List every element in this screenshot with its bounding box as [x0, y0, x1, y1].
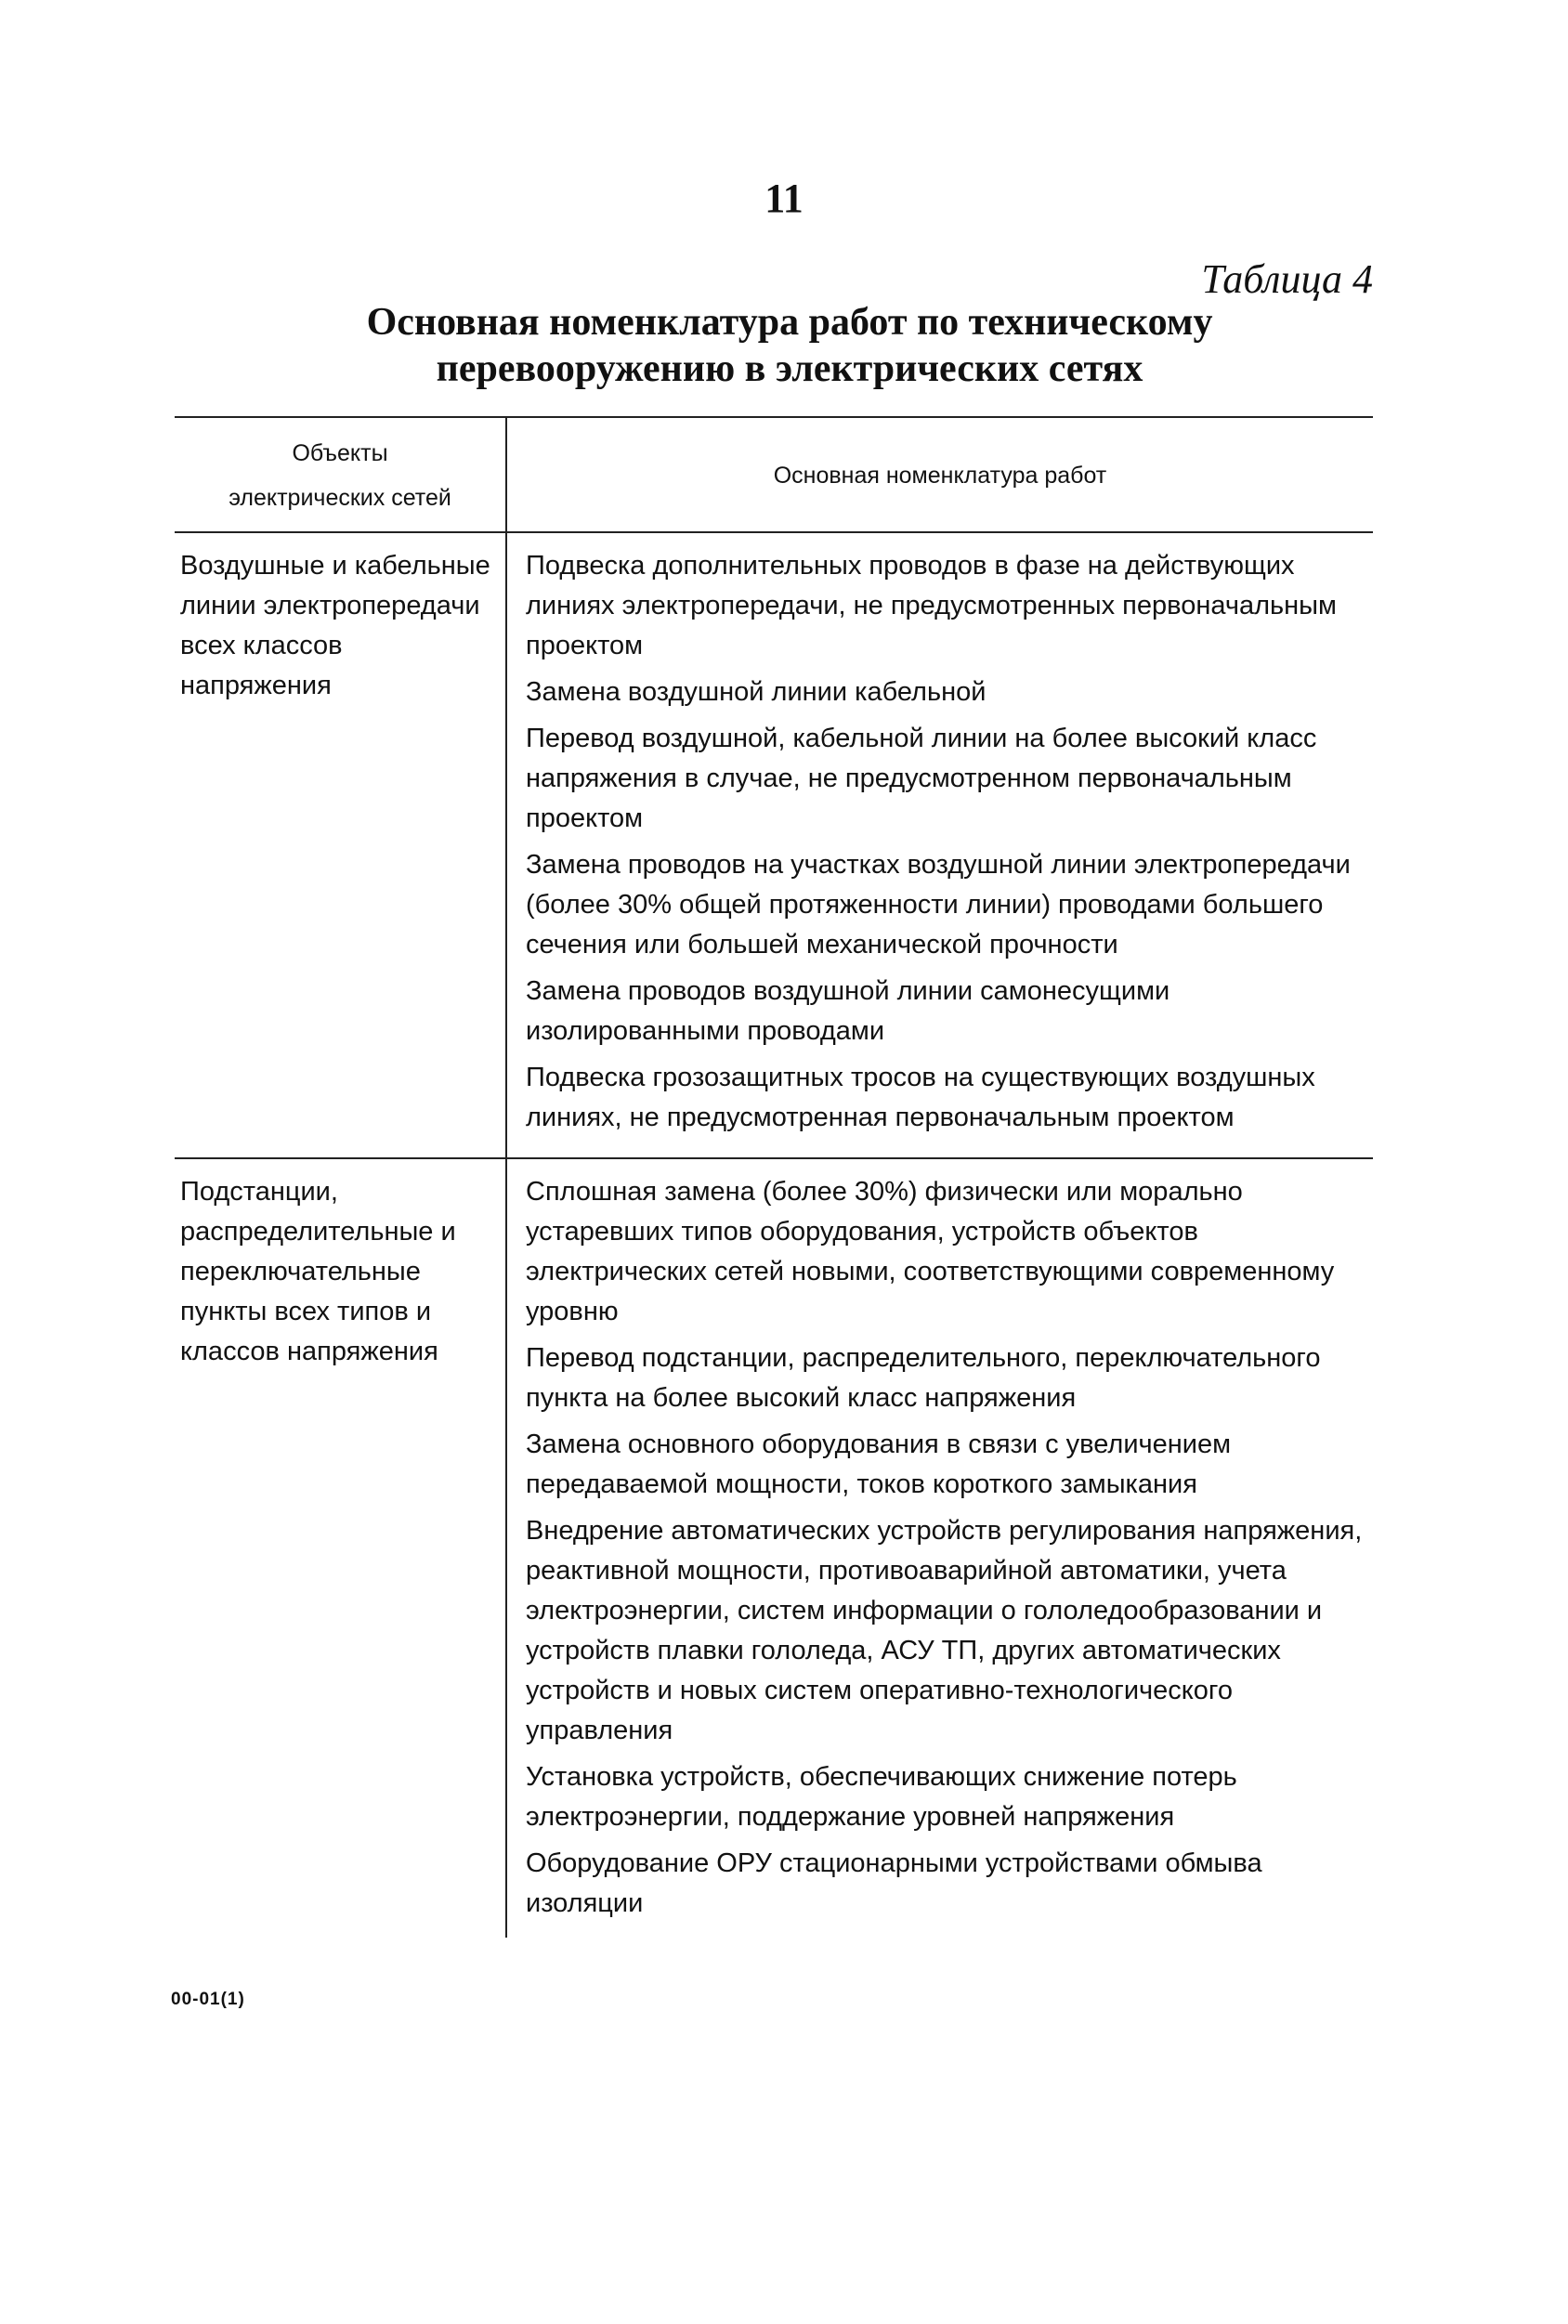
object-cell-lines: Воздушные и кабельные линии электропередачи всех классов напряжения	[175, 532, 506, 1158]
work-item: Перевод воздушной, кабельной линии на более высокий класс напряжения в случае, не предусмотренном первоначальным проектом	[526, 724, 1317, 833]
works-cell-substations	[506, 1158, 1373, 1938]
table-header-row	[175, 417, 1373, 532]
work-item: Оборудование ОРУ стационарными устройствами обмыва изоляции	[526, 1848, 1262, 1918]
page-number: 11	[764, 176, 804, 221]
table-row	[175, 532, 1373, 1158]
work-item: Замена проводов воздушной линии самонесущими изолированными проводами	[526, 976, 1170, 1046]
work-item: Подвеска дополнительных проводов в фазе на действующих линиях электропередачи, не предусмотренных первоначальным проектом	[526, 551, 1337, 660]
document-title: Основная номенклатура работ по техническому перевооружению в электрических сетях	[366, 301, 1213, 390]
work-item: Подвеска грозозащитных тросов на существующих воздушных линиях, не предусмотренная первоначальным проектом	[526, 1063, 1315, 1132]
document-code: 00-01(1)	[171, 1990, 245, 2009]
work-item: Установка устройств, обеспечивающих снижение потерь электроэнергии, поддержание уровней напряжения	[526, 1762, 1237, 1832]
work-item: Перевод подстанции, распределительного, переключательного пункта на более высокий класс напряжения	[526, 1343, 1321, 1413]
object-cell-substations: Подстанции, распределительные и переключательные пункты всех типов и классов напряжения	[175, 1158, 506, 1938]
work-item: Замена проводов на участках воздушной линии электропередачи (более 30% общей протяженности линии) проводами большего сечения или большей механической прочности	[526, 850, 1351, 960]
table-row	[175, 1158, 1373, 1938]
work-item: Замена воздушной линии кабельной	[526, 677, 987, 707]
work-item: Замена основного оборудования в связи с увеличением передаваемой мощности, токов короткого замыкания	[526, 1430, 1232, 1499]
header-objects: Объекты электрических сетей	[175, 417, 506, 532]
works-cell-lines	[506, 532, 1373, 1158]
header-works: Основная номенклатура работ	[506, 417, 1373, 532]
work-item: Внедрение автоматических устройств регулирования напряжения, реактивной мощности, противоаварийной автоматики, учета электроэнергии, систем информации о гололедообразовании и устройств плавки гололеда, АСУ ТП, других автоматических устройств и новых систем оперативно-технологического управления	[526, 1516, 1363, 1745]
work-item: Сплошная замена (более 30%) физически или морально устаревших типов оборудования, устройств объектов электрических сетей новыми, соответствующими современному уровню	[526, 1177, 1335, 1326]
table-caption: Таблица 4	[1201, 256, 1373, 302]
nomenclature-table	[175, 416, 1373, 1938]
